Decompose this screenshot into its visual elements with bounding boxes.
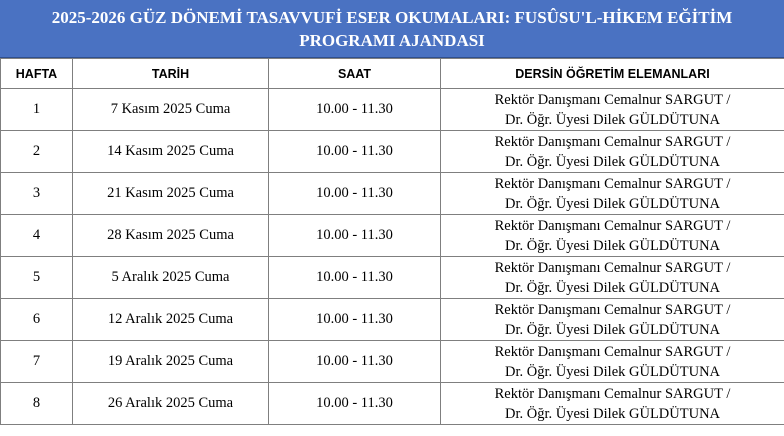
staff-line-2: Dr. Öğr. Üyesi Dilek GÜLDÜTUNA (504, 111, 721, 128)
schedule-table (0, 58, 784, 425)
date-cell: 21 Kasım 2025 Cuma (73, 173, 269, 215)
staff-line-1: Rektör Danışmanı Cemalnur SARGUT / (494, 91, 731, 108)
week-cell: 7 (1, 341, 73, 383)
week-cell: 1 (1, 89, 73, 131)
table-body (1, 89, 784, 425)
staff-line-1: Rektör Danışmanı Cemalnur SARGUT / (494, 343, 731, 360)
time-cell: 10.00 - 11.30 (269, 257, 441, 299)
staff-cell (441, 383, 784, 425)
week-cell: 5 (1, 257, 73, 299)
title-line-2: PROGRAMI AJANDASI (299, 31, 485, 50)
time-cell: 10.00 - 11.30 (269, 341, 441, 383)
week-cell: 3 (1, 173, 73, 215)
table-row (1, 89, 784, 131)
table-row (1, 215, 784, 257)
table-row (1, 257, 784, 299)
staff-line-2: Dr. Öğr. Üyesi Dilek GÜLDÜTUNA (504, 279, 721, 296)
table-row (1, 173, 784, 215)
staff-line-2: Dr. Öğr. Üyesi Dilek GÜLDÜTUNA (504, 405, 721, 422)
time-cell: 10.00 - 11.30 (269, 89, 441, 131)
staff-line-1: Rektör Danışmanı Cemalnur SARGUT / (494, 301, 731, 318)
staff-line-2: Dr. Öğr. Üyesi Dilek GÜLDÜTUNA (504, 321, 721, 338)
header-date: TARİH (73, 59, 269, 89)
week-cell: 8 (1, 383, 73, 425)
date-cell: 26 Aralık 2025 Cuma (73, 383, 269, 425)
week-cell: 4 (1, 215, 73, 257)
staff-line-1: Rektör Danışmanı Cemalnur SARGUT / (494, 217, 731, 234)
staff-cell (441, 89, 784, 131)
date-cell: 28 Kasım 2025 Cuma (73, 215, 269, 257)
staff-line-1: Rektör Danışmanı Cemalnur SARGUT / (494, 133, 731, 150)
staff-cell (441, 173, 784, 215)
staff-line-2: Dr. Öğr. Üyesi Dilek GÜLDÜTUNA (504, 363, 721, 380)
staff-cell (441, 341, 784, 383)
staff-cell (441, 299, 784, 341)
title-banner (0, 0, 784, 58)
staff-line-1: Rektör Danışmanı Cemalnur SARGUT / (494, 175, 731, 192)
date-cell: 19 Aralık 2025 Cuma (73, 341, 269, 383)
table-row (1, 131, 784, 173)
date-cell: 5 Aralık 2025 Cuma (73, 257, 269, 299)
header-row (1, 59, 784, 89)
date-cell: 7 Kasım 2025 Cuma (73, 89, 269, 131)
table-header (1, 59, 784, 89)
title-line-1: 2025-2026 GÜZ DÖNEMİ TASAVVUFİ ESER OKUMALARI: FUSÛSU'L-HİKEM EĞİTİM (51, 8, 733, 27)
date-cell: 12 Aralık 2025 Cuma (73, 299, 269, 341)
time-cell: 10.00 - 11.30 (269, 131, 441, 173)
header-time: SAAT (269, 59, 441, 89)
header-staff: DERSİN ÖĞRETİM ELEMANLARI (441, 59, 784, 89)
week-cell: 2 (1, 131, 73, 173)
staff-cell (441, 215, 784, 257)
staff-line-1: Rektör Danışmanı Cemalnur SARGUT / (494, 385, 731, 402)
staff-cell (441, 257, 784, 299)
staff-line-2: Dr. Öğr. Üyesi Dilek GÜLDÜTUNA (504, 237, 721, 254)
week-cell: 6 (1, 299, 73, 341)
time-cell: 10.00 - 11.30 (269, 173, 441, 215)
staff-line-2: Dr. Öğr. Üyesi Dilek GÜLDÜTUNA (504, 153, 721, 170)
header-week: HAFTA (1, 59, 73, 89)
staff-line-2: Dr. Öğr. Üyesi Dilek GÜLDÜTUNA (504, 195, 721, 212)
time-cell: 10.00 - 11.30 (269, 383, 441, 425)
table-row (1, 341, 784, 383)
time-cell: 10.00 - 11.30 (269, 299, 441, 341)
time-cell: 10.00 - 11.30 (269, 215, 441, 257)
staff-line-1: Rektör Danışmanı Cemalnur SARGUT / (494, 259, 731, 276)
table-row (1, 383, 784, 425)
date-cell: 14 Kasım 2025 Cuma (73, 131, 269, 173)
staff-cell (441, 131, 784, 173)
table-row (1, 299, 784, 341)
